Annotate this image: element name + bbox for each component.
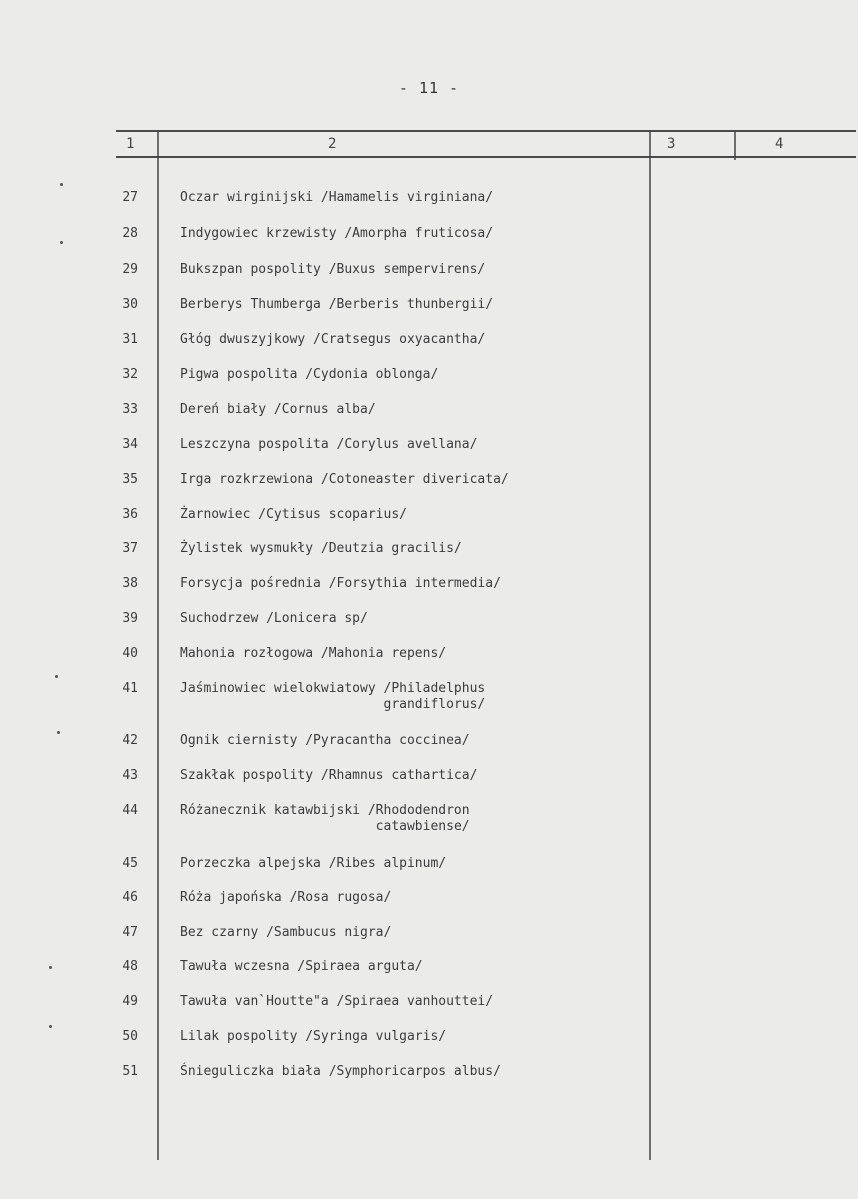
column-header-4: 4 bbox=[775, 136, 784, 152]
row-number: 47 bbox=[122, 925, 138, 940]
species-name: Śnieguliczka biała /Symphoricarpos albus/ bbox=[180, 1064, 501, 1079]
row-number: 30 bbox=[122, 297, 138, 312]
row-number: 45 bbox=[122, 856, 138, 871]
row-number: 46 bbox=[122, 890, 138, 905]
margin-mark bbox=[55, 675, 58, 678]
species-name-continuation: grandiflorus/ bbox=[383, 697, 486, 712]
column-divider-3 bbox=[734, 130, 736, 160]
row-number: 40 bbox=[122, 646, 138, 661]
row-number: 43 bbox=[122, 768, 138, 783]
row-number: 51 bbox=[122, 1064, 138, 1079]
species-name: Tawuła wczesna /Spiraea arguta/ bbox=[180, 959, 423, 974]
species-name: Ognik ciernisty /Pyracantha coccinea/ bbox=[180, 733, 470, 748]
species-name: Jaśminowiec wielokwiatowy /Philadelphus bbox=[180, 681, 486, 696]
species-name: Dereń biały /Cornus alba/ bbox=[180, 402, 376, 417]
row-number: 39 bbox=[122, 611, 138, 626]
row-number: 38 bbox=[122, 576, 138, 591]
row-number: 44 bbox=[122, 803, 138, 818]
row-number: 32 bbox=[122, 367, 138, 382]
species-name: Żarnowiec /Cytisus scoparius/ bbox=[180, 507, 407, 522]
column-header-3: 3 bbox=[667, 136, 676, 152]
species-name: Forsycja pośrednia /Forsythia intermedia/ bbox=[180, 576, 501, 591]
row-number: 31 bbox=[122, 332, 138, 347]
margin-mark bbox=[57, 731, 60, 734]
species-name: Pigwa pospolita /Cydonia oblonga/ bbox=[180, 367, 439, 382]
row-number: 41 bbox=[122, 681, 138, 696]
row-number: 35 bbox=[122, 472, 138, 487]
species-name: Indygowiec krzewisty /Amorpha fruticosa/ bbox=[180, 226, 494, 241]
margin-mark bbox=[49, 966, 52, 969]
table-top-rule bbox=[116, 130, 856, 132]
species-name: Różanecznik katawbijski /Rhododendron bbox=[180, 803, 470, 818]
margin-mark bbox=[60, 241, 63, 244]
margin-mark bbox=[49, 1025, 52, 1028]
species-name-continuation: catawbiense/ bbox=[375, 819, 470, 834]
column-header-1: 1 bbox=[126, 136, 135, 152]
species-name: Głóg dwuszyjkowy /Cratsegus oxyacantha/ bbox=[180, 332, 486, 347]
species-name: Berberys Thumberga /Berberis thunbergii/ bbox=[180, 297, 494, 312]
species-name: Żylistek wysmukły /Deutzia gracilis/ bbox=[180, 541, 462, 556]
species-name: Lilak pospolity /Syringa vulgaris/ bbox=[180, 1029, 447, 1044]
species-name: Róża japońska /Rosa rugosa/ bbox=[180, 890, 392, 905]
row-number: 42 bbox=[122, 733, 138, 748]
species-name: Mahonia rozłogowa /Mahonia repens/ bbox=[180, 646, 447, 661]
column-header-2: 2 bbox=[328, 136, 337, 152]
row-number: 50 bbox=[122, 1029, 138, 1044]
row-number: 33 bbox=[122, 402, 138, 417]
page-number: - 11 - bbox=[398, 79, 460, 97]
species-name: Leszczyna pospolita /Corylus avellana/ bbox=[180, 437, 478, 452]
row-number: 36 bbox=[122, 507, 138, 522]
column-divider-1 bbox=[157, 130, 159, 1160]
species-name: Suchodrzew /Lonicera sp/ bbox=[180, 611, 368, 626]
species-name: Irga rozkrzewiona /Cotoneaster divericata/ bbox=[180, 472, 509, 487]
margin-mark bbox=[60, 183, 63, 186]
species-name: Oczar wirginijski /Hamamelis virginiana/ bbox=[180, 190, 494, 205]
row-number: 37 bbox=[122, 541, 138, 556]
row-number: 29 bbox=[122, 262, 138, 277]
row-number: 48 bbox=[122, 959, 138, 974]
species-name: Szakłak pospolity /Rhamnus cathartica/ bbox=[180, 768, 478, 783]
column-divider-2 bbox=[649, 130, 651, 1160]
table-header-rule bbox=[116, 156, 856, 158]
row-number: 49 bbox=[122, 994, 138, 1009]
species-name: Bukszpan pospolity /Buxus sempervirens/ bbox=[180, 262, 486, 277]
species-name: Porzeczka alpejska /Ribes alpinum/ bbox=[180, 856, 447, 871]
row-number: 27 bbox=[122, 190, 138, 205]
row-number: 28 bbox=[122, 226, 138, 241]
species-name: Bez czarny /Sambucus nigra/ bbox=[180, 925, 392, 940]
species-name: Tawuła van`Houtte"a /Spiraea vanhouttei/ bbox=[180, 994, 494, 1009]
row-number: 34 bbox=[122, 437, 138, 452]
